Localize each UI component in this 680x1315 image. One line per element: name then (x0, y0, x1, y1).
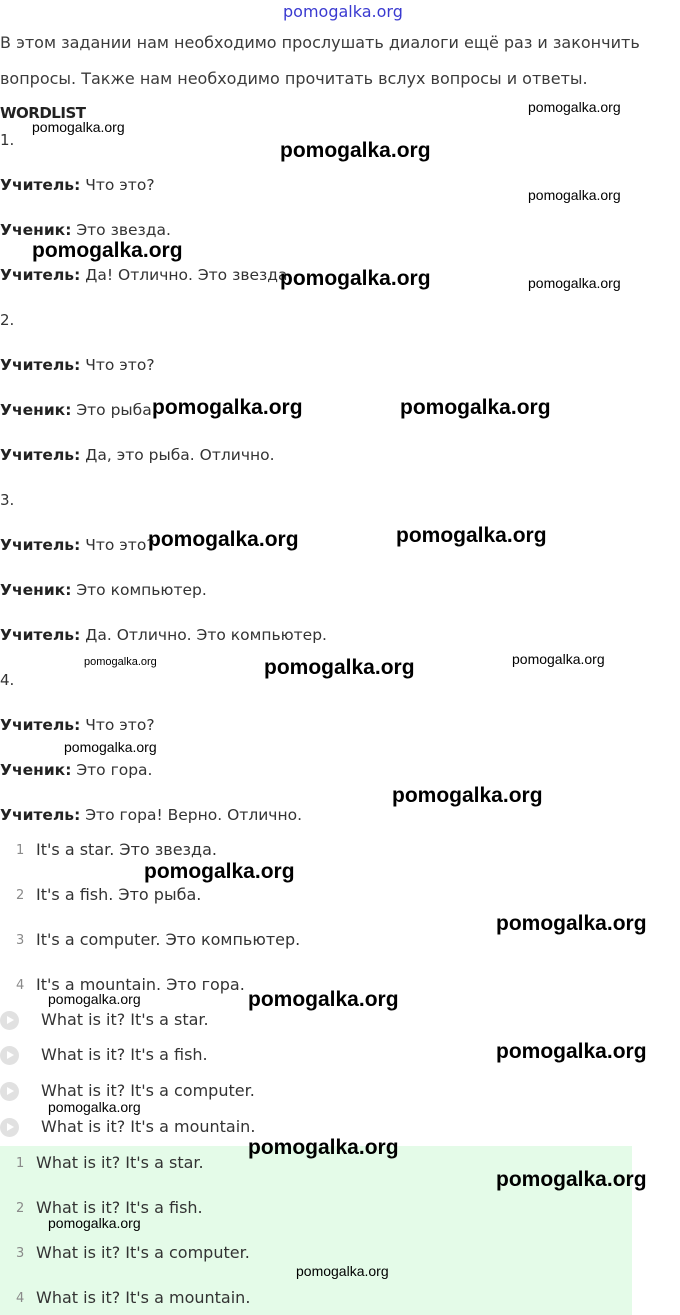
watermark: pomogalka.org (392, 784, 543, 807)
dialogue-line (0, 626, 327, 644)
speaker: Учитель: (0, 806, 81, 824)
answer-item: What is it? It's a star. (36, 1153, 204, 1172)
watermark: pomogalka.org (148, 528, 299, 551)
dialogue-line (0, 716, 155, 734)
audio-item-text: What is it? It's a star. (41, 1010, 209, 1029)
line-text: Что это? (80, 716, 155, 734)
dialogue-number: 2. (0, 311, 15, 329)
line-text: Что это? (80, 536, 155, 554)
list-number: 2 (16, 888, 25, 903)
line-text: Что это? (80, 356, 155, 374)
watermark: pomogalka.org (528, 275, 621, 291)
watermark: pomogalka.org (496, 1040, 647, 1063)
list-item: It's a mountain. Это гора. (36, 975, 245, 994)
line-text: Это компьютер. (71, 581, 207, 599)
watermark: pomogalka.org (32, 119, 125, 135)
watermark: pomogalka.org (144, 860, 295, 883)
play-icon[interactable] (0, 1046, 19, 1065)
watermark: pomogalka.org (512, 651, 605, 667)
speaker: Ученик: (0, 221, 72, 239)
watermark: pomogalka.org (248, 988, 399, 1011)
watermark: pomogalka.org (280, 139, 431, 162)
play-icon[interactable] (0, 1082, 19, 1101)
line-text: Да, это рыба. Отлично. (80, 446, 275, 464)
answer-item: What is it? It's a computer. (36, 1243, 250, 1262)
watermark: pomogalka.org (280, 267, 431, 290)
speaker: Учитель: (0, 626, 81, 644)
list-item: It's a computer. Это компьютер. (36, 930, 301, 949)
speaker: Учитель: (0, 716, 81, 734)
watermark: pomogalka.org (528, 99, 621, 115)
intro-line-1: В этом задании нам необходимо прослушать диалоги ещё раз и закончить (0, 33, 640, 52)
watermark: pomogalka.org (264, 656, 415, 679)
speaker: Учитель: (0, 536, 81, 554)
watermark: pomogalka.org (248, 1136, 399, 1159)
line-text: Это гора. (71, 761, 153, 779)
list-number: 1 (16, 843, 25, 858)
watermark: pomogalka.org (296, 1263, 389, 1279)
audio-item-text: What is it? It's a fish. (41, 1045, 208, 1064)
list-number: 2 (16, 1201, 25, 1216)
dialogue-line (0, 761, 153, 779)
speaker: Учитель: (0, 446, 81, 464)
header-watermark: pomogalka.org (283, 2, 403, 21)
line-text: Это рыба. (71, 401, 157, 419)
dialogue-line (0, 581, 207, 599)
dialogue-line (0, 806, 302, 824)
speaker: Учитель: (0, 356, 81, 374)
watermark: pomogalka.org (84, 656, 157, 668)
dialogue-line (0, 356, 155, 374)
watermark: pomogalka.org (48, 991, 141, 1007)
line-text: Что это? (80, 176, 155, 194)
play-icon[interactable] (0, 1011, 19, 1030)
list-item: It's a star. Это звезда. (36, 840, 218, 859)
play-icon[interactable] (0, 1118, 19, 1137)
dialogue-line (0, 266, 292, 284)
dialogue-line (0, 401, 157, 419)
watermark: pomogalka.org (64, 739, 157, 755)
watermark: pomogalka.org (32, 239, 183, 262)
list-number: 1 (16, 1156, 25, 1171)
dialogue-number: 1. (0, 131, 15, 149)
dialogue-number: 4. (0, 671, 15, 689)
watermark: pomogalka.org (528, 187, 621, 203)
line-text: Это звезда. (71, 221, 171, 239)
dialogue-line (0, 221, 171, 239)
list-number: 3 (16, 1246, 25, 1261)
line-text: Да. Отлично. Это компьютер. (80, 626, 327, 644)
intro-line-2: вопросы. Также нам необходимо прочитать вслух вопросы и ответы. (0, 69, 588, 88)
watermark: pomogalka.org (48, 1215, 141, 1231)
answer-item: What is it? It's a mountain. (36, 1288, 251, 1307)
line-text: Да! Отлично. Это звезда. (80, 266, 293, 284)
speaker: Ученик: (0, 581, 72, 599)
answer-item: What is it? It's a fish. (36, 1198, 203, 1217)
list-number: 3 (16, 933, 25, 948)
dialogue-line (0, 446, 275, 464)
dialogue-line (0, 176, 155, 194)
dialogue-line (0, 536, 155, 554)
watermark: pomogalka.org (496, 912, 647, 935)
watermark: pomogalka.org (48, 1099, 141, 1115)
watermark: pomogalka.org (400, 396, 551, 419)
watermark: pomogalka.org (152, 396, 303, 419)
speaker: Учитель: (0, 176, 81, 194)
audio-item-text: What is it? It's a mountain. (41, 1117, 256, 1136)
audio-item-text: What is it? It's a computer. (41, 1081, 255, 1100)
watermark: pomogalka.org (496, 1168, 647, 1191)
list-item: It's a fish. Это рыба. (36, 885, 202, 904)
speaker: Ученик: (0, 401, 72, 419)
list-number: 4 (16, 1291, 25, 1306)
speaker: Ученик: (0, 761, 72, 779)
line-text: Это гора! Верно. Отлично. (80, 806, 302, 824)
speaker: Учитель: (0, 266, 81, 284)
watermark: pomogalka.org (396, 524, 547, 547)
list-number: 4 (16, 978, 25, 993)
dialogue-number: 3. (0, 491, 15, 509)
wordlist-heading: WORDLIST (0, 104, 86, 122)
